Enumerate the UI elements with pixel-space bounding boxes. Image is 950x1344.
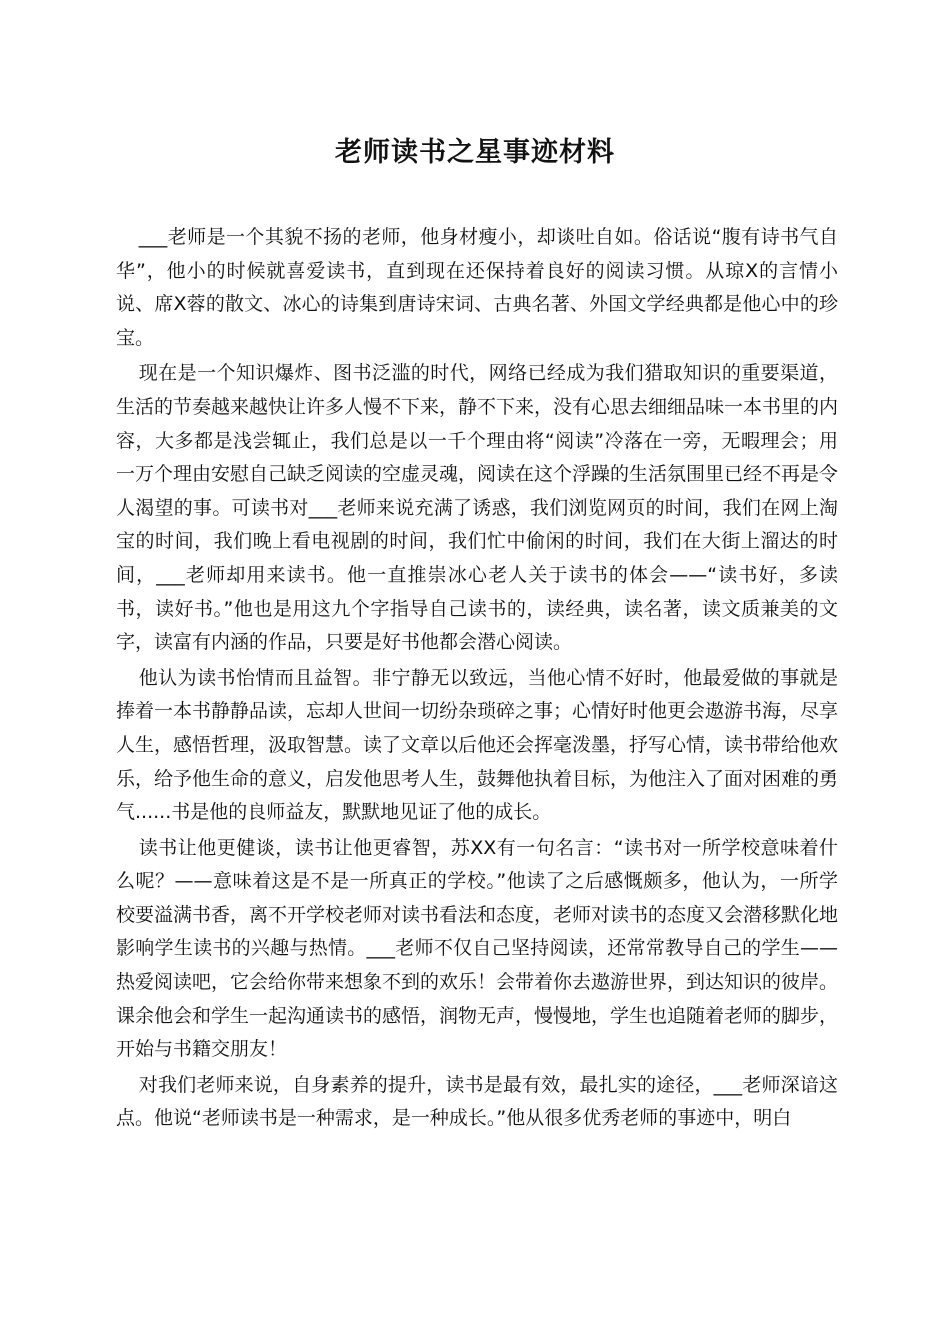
document-body [116, 221, 838, 1138]
paragraph-3: 他认为读书怡情而且益智。非宁静无以致远，当他心情不好时，他最爱做的事就是捧着一本书静静品读，忘却人世间一切纷杂琐碎之事；心情好时他更会遨游书海，尽享人生，感悟哲理，汲取智慧。读了文章以后他还会挥毫泼墨，抒写心情，读书带给他欢乐，给予他生命的意义，启发他思考人生，鼓舞他执着目标，为他注入了面对困难的勇气......书是他的良师益友，默默地见证了他的成长。 [116, 666, 839, 824]
paragraph-5: 对我们老师来说，自身素养的提升，读书是最有效，最扎实的途径，___老师深谙这点。他说“老师读书是一种需求，是一种成长。”他从很多优秀老师的事迹中，明白 [116, 1073, 838, 1130]
paragraph-2: 现在是一个知识爆炸、图书泛滥的时代，网络已经成为我们猎取知识的重要渠道，生活的节奏越来越快让许多人慢不下来，静不下来，没有心思去细细品味一本书里的内容，大多都是浅尝辄止，我们总是以一千个理由将“阅读”冷落在一旁，无暇理会；用一万个理由安慰自己缺乏阅读的空虚灵魂，阅读在这个浮躁的生活氛围里已经不再是令人渴望的事。可读书对___老师来说充满了诱惑，我们浏览网页的时间，我们在网上淘宝的时间，我们晚上看电视剧的时间，我们忙中偷闲的时间，我们在大街上溜达的时间，___老师却用来读书。他一直推崇冰心老人关于读书的体会——“读书好，多读书，读好书。”他也是用这九个字指导自己读书的，读经典，读名著，读文质兼美的文字，读富有内涵的作品，只要是好书他都会潜心阅读。 [116, 362, 839, 654]
document-title: 老师读书之星事迹材料 [335, 137, 615, 168]
paragraph-4: 读书让他更健谈，读书让他更睿智，苏XX有一句名言：“读书对一所学校意味着什么呢？——意味着这是不是一所真正的学校。”他读了之后感慨颇多，他认为，一所学校要溢满书香，离不开学校老师对读书看法和态度，老师对读书的态度又会潜移默化地影响学生读书的兴趣与热情。___老师不仅自己坚持阅读，还常常教导自己的学生——热爱阅读吧，它会给你带来想象不到的欢乐！会带着你去遨游世界，到达知识的彼岸。课余他会和学生一起沟通读书的感悟，润物无声，慢慢地，学生也追随着老师的脚步，开始与书籍交朋友！ [116, 836, 839, 1061]
paragraph-1: ___老师是一个其貌不扬的老师，他身材瘦小，却谈吐自如。俗话说“腹有诗书气自华”，他小的时候就喜爱读书，直到现在还保持着良好的阅读习惯。从琼X的言情小说、席X蓉的散文、冰心的诗集到唐诗宋词、古典名著、外国文学经典都是他心中的珍宝。 [116, 226, 838, 349]
